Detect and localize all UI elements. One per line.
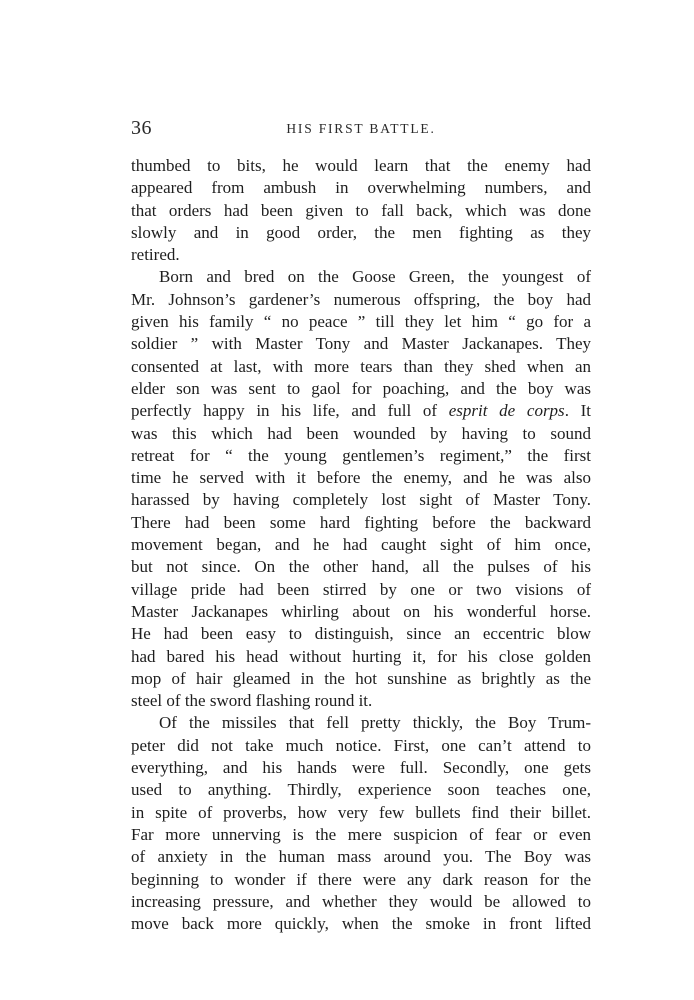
text-line: retreat for “ the young gentlemen’s regiment,” the first xyxy=(131,445,591,465)
text-line: had bared his head without hurting it, for his close golden xyxy=(131,646,591,666)
text-line: that orders had been given to fall back, which was done xyxy=(131,200,591,220)
text-line: increasing pressure, and whether they would be allowed to xyxy=(131,891,591,911)
text-line: mop of hair gleamed in the hot sunshine as brightly as the xyxy=(131,668,591,688)
text-line: peter did not take much notice. First, one can’t attend to xyxy=(131,735,591,755)
text-line: consented at last, with more tears than they shed when an xyxy=(131,356,591,376)
text-line: but not since. On the other hand, all the pulses of his xyxy=(131,557,591,577)
body-text xyxy=(131,155,591,935)
text-line: harassed by having completely lost sight of Master Tony. xyxy=(131,490,591,510)
text-line: used to anything. Thirdly, experience soon teaches one, xyxy=(131,780,591,800)
text-line: There had been some hard fighting before the backward xyxy=(131,512,591,532)
running-head: HIS FIRST BATTLE. xyxy=(286,121,436,136)
text-line: given his family “ no peace ” till they let him “ go for a xyxy=(131,312,591,332)
text-line: steel of the sword flashing round it. xyxy=(131,691,373,711)
text-line: Master Jackanapes whirling about on his wonderful horse. xyxy=(131,601,591,621)
text-line: soldier ” with Master Tony and Master Jackanapes. They xyxy=(131,334,591,354)
italic-phrase: esprit de corps xyxy=(448,401,565,421)
text-line: in spite of proverbs, how very few bullets find their billet. xyxy=(131,802,591,822)
text-line: of anxiety in the human mass around you. The Boy was xyxy=(131,847,591,867)
text-line: perfectly happy in his life, and full of esprit de corps. It xyxy=(131,401,592,421)
text-line: Far more unnerving is the mere suspicion of fear or even xyxy=(131,824,591,844)
text-line: village pride had been stirred by one or two visions of xyxy=(131,579,591,599)
text-line: Mr. Johnson’s gardener’s numerous offspring, the boy had xyxy=(131,289,591,309)
text-line: time he served with it before the enemy, and he was also xyxy=(131,468,591,488)
text-line: Of the missiles that fell pretty thickly, the Boy Trum- xyxy=(159,713,591,733)
text-line: slowly and in good order, the men fighting as they xyxy=(131,222,591,242)
text-line: was this which had been wounded by having to sound xyxy=(131,423,591,443)
page-number: 36 xyxy=(131,117,152,139)
text-line: He had been easy to distinguish, since an eccentric blow xyxy=(131,624,591,644)
text-line: appeared from ambush in overwhelming numbers, and xyxy=(131,178,591,198)
text-line: retired. xyxy=(131,245,180,265)
text-line: movement began, and he had caught sight of him once, xyxy=(131,535,591,555)
text-line: beginning to wonder if there were any dark reason for the xyxy=(131,869,591,889)
text-line: Born and bred on the Goose Green, the youngest of xyxy=(159,267,591,287)
text-line: elder son was sent to gaol for poaching, and the boy was xyxy=(131,378,591,398)
text-line: everything, and his hands were full. Secondly, one gets xyxy=(131,758,591,778)
text-line: move back more quickly, when the smoke in front lifted xyxy=(131,914,591,934)
page-header xyxy=(131,117,591,145)
text-line: thumbed to bits, he would learn that the enemy had xyxy=(131,156,591,175)
